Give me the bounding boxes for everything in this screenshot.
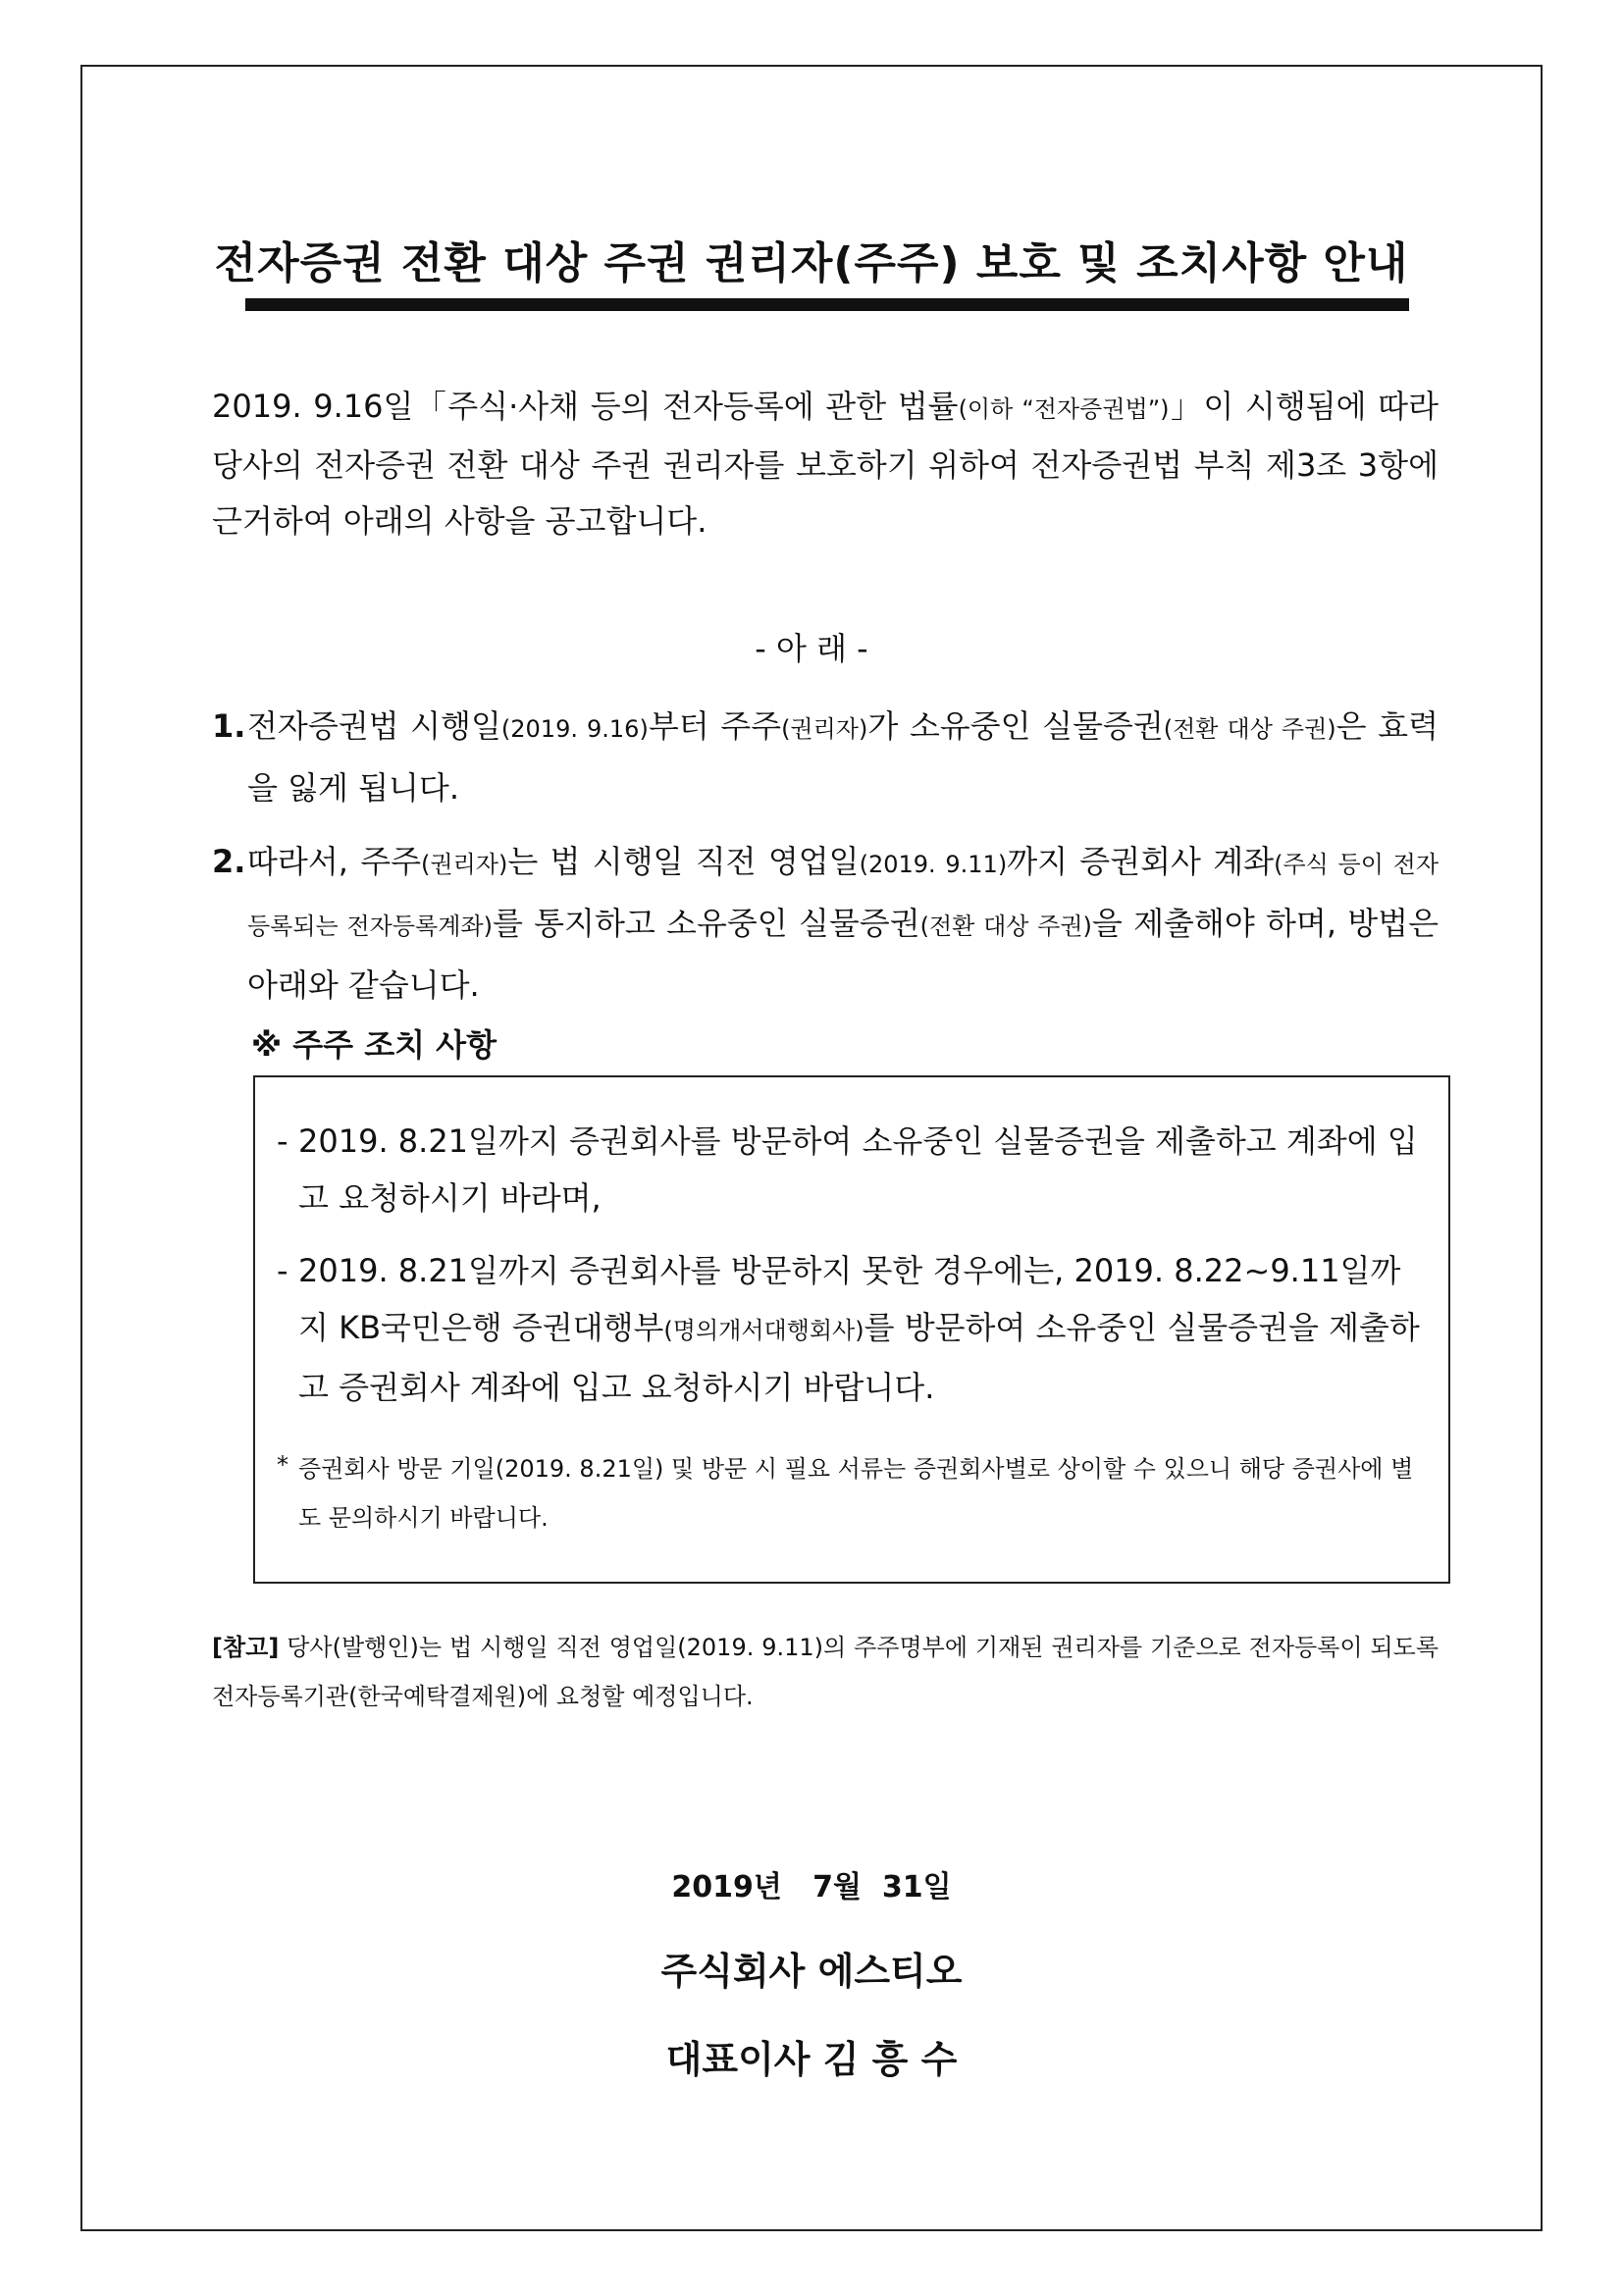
item-text-small: (전환 대상 주권) [1163,715,1336,743]
item-text-part: 따라서, 주주 [247,843,422,880]
action-text [298,1242,1425,1416]
actions-heading: ※ 주주 조치 사항 [251,1026,497,1064]
intro-text-1: 2019. 9.16일「주식·사채 등의 전자등록에 관한 법률 [212,388,959,425]
item-text-part: 은 효력을 잃게 됩니다. [247,707,1439,807]
intro-text-2: 」이 시행됨에 따라 당사의 전자증권 전환 대상 주권 권리자를 보호하기 위하여 전자증권법 부칙 제3조 3항에 근거하여 아래의 사항을 공고합니다. [212,388,1439,540]
title-underline [245,298,1409,311]
action-text: 2019. 8.21일까지 증권회사를 방문하여 소유중인 실물증권을 제출하고 계좌에 입고 요청하시기 바라며, [298,1122,1418,1217]
item-text-part: 전자증권법 시행일 [247,707,501,745]
action-text-part: 를 방문하여 소유중인 실물증권을 제출하고 증권회사 계좌에 입고 요청하시기 바랍니다. [298,1309,1420,1406]
item-text-small: (주식 등이 전자등록되는 전자등록계좌) [247,851,1440,940]
item-text-small: (전환 대상 주권) [919,913,1092,940]
list-item-1 [212,697,1439,817]
item-text-small: (권리자) [421,851,508,878]
intro-text-note: (이하 “전자증권법”) [958,395,1170,423]
asterisk-marker: * [277,1451,288,1479]
reference-label: [참고] [212,1634,280,1661]
dash-marker: - [277,1252,288,1289]
item-text [247,832,1439,1015]
intro-paragraph [212,379,1439,549]
item-text-part: 을 제출해야 하며, 방법은 아래와 같습니다. [247,905,1440,1004]
item-text-part: 가 소유중인 실물증권 [867,707,1164,745]
signature-date: 2019년 7월 31일 [671,1870,952,1905]
action-line-1 [277,1113,1425,1226]
item-text-part: 는 법 시행일 직전 영업일 [507,843,860,880]
item-number: 2. [212,843,246,880]
item-number: 1. [212,707,246,745]
item-text-small: (2019. 9.11) [859,851,1008,878]
document-title: 전자증권 전환 대상 주권 권리자(주주) 보호 및 조치사항 안내 [214,238,1409,288]
signature-company: 주식회사 에스티오 [660,1950,963,1993]
item-text [247,697,1439,817]
list-item-2 [212,832,1439,1015]
note-text: 증권회사 방문 기일(2019. 8.21일) 및 방문 시 필요 서류는 증권회사별로 상이할 수 있으니 해당 증권사에 별도 문의하시기 바랍니다. [298,1455,1414,1532]
action-note [277,1444,1425,1542]
action-line-2 [277,1242,1425,1416]
item-text-part: 까지 증권회사 계좌 [1007,843,1275,880]
below-label: - 아 래 - [755,630,868,667]
action-text-part: 2019. 8.21일까지 증권회사를 방문하지 못한 경우에는, 2019. 8.22~9.11일까지 KB국민은행 증권대행부 [298,1252,1401,1346]
item-text-part: 를 통지하고 소유중인 실물증권 [492,905,920,942]
item-text-small: (권리자) [781,715,868,743]
dash-marker: - [277,1122,288,1160]
reference-note [212,1623,1439,1721]
action-text-small: (명의개서대행회사) [663,1317,864,1344]
signature-ceo: 대표이사 김 흥 수 [665,2038,958,2081]
reference-text: 당사(발행인)는 법 시행일 직전 영업일(2019. 9.11)의 주주명부에 기재된 권리자를 기준으로 전자등록이 되도록 전자등록기관(한국예탁결제원)에 요청할 예정입니다. [212,1634,1439,1710]
item-text-small: (2019. 9.16) [500,715,649,743]
item-text-part: 부터 주주 [648,707,782,745]
